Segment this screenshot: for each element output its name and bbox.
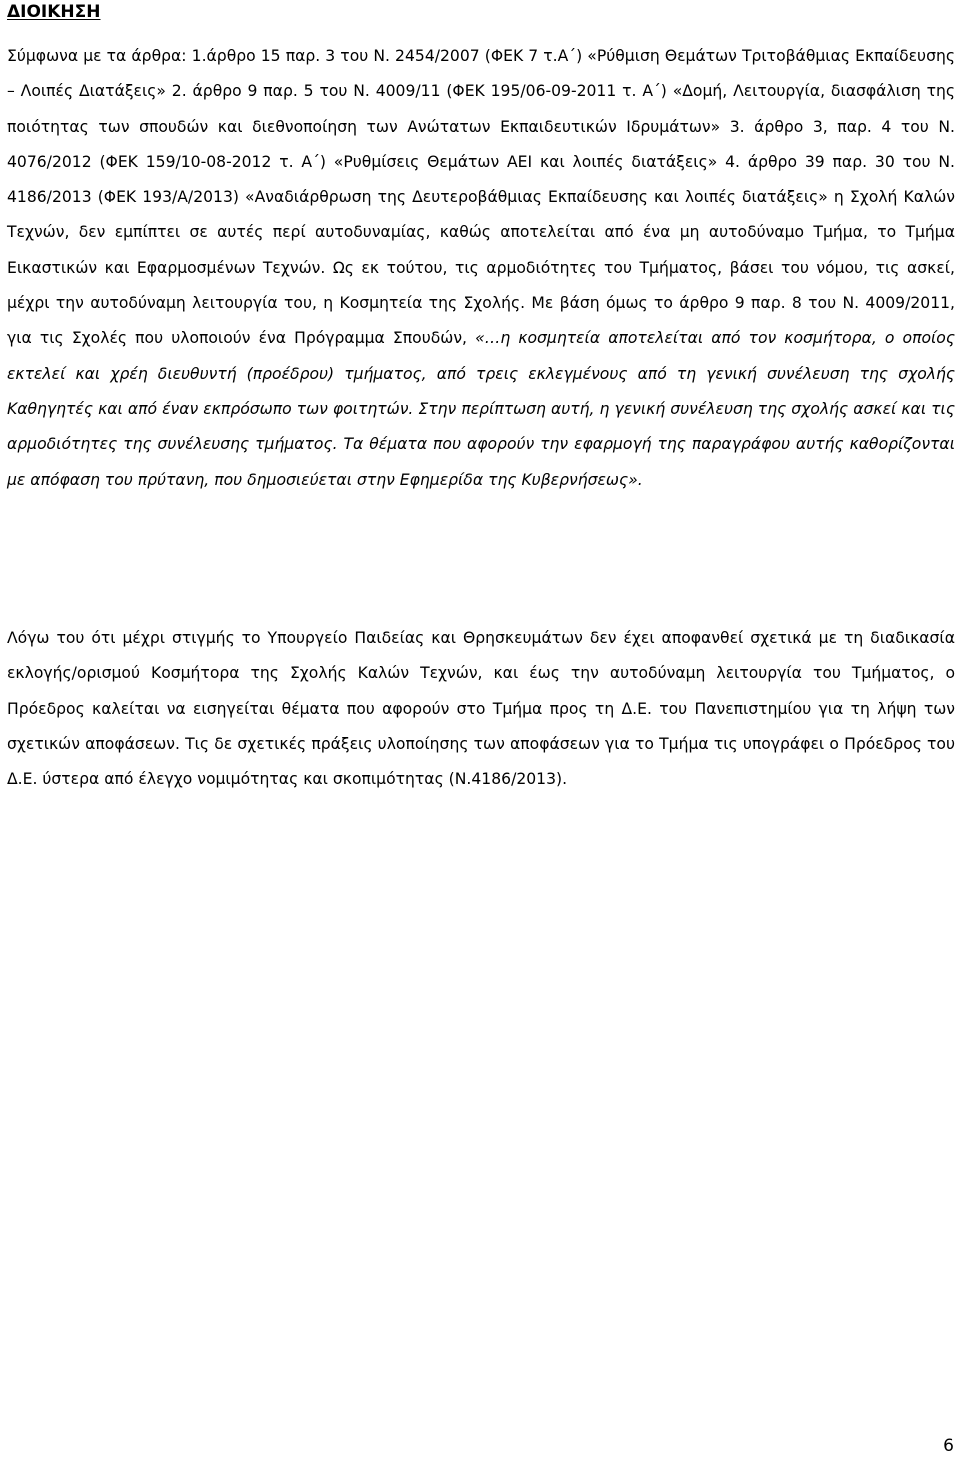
paragraph-procedure: Λόγω του ότι μέχρι στιγμής το Υπουργείο Παιδείας και Θρησκευμάτων δεν έχει αποφανθεί σχετικά με τη διαδικασία εκλογής/ορισμού Κοσμήτορα της Σχολής Καλών Τεχνών, και έως την αυτοδύναμη λειτουργία του Τμήματος, ο Πρόεδρος καλείται να εισηγείται θέματα που αφορούν στο Τμήμα προς τη Δ.Ε. του Πανεπιστημίου για τη λήψη των σχετικών αποφάσεων. Τις δε σχετικές πράξεις υλοποίησης των αποφάσεων για το Τμήμα τις υπογράφει ο Πρόεδρος του Δ.Ε. ύστερα από έλεγχο νομιμότητας και σκοπιμότητας (Ν.4186/2013). — [7, 629, 955, 789]
paragraph-legal-basis-text: Σύμφωνα με τα άρθρα: 1.άρθρο 15 παρ. 3 του Ν. 2454/2007 (ΦΕΚ 7 τ.Α΄) «Ρύθμιση Θεμάτων Τριτοβάθμιας Εκπαίδευσης – Λοιπές Διατάξεις» 2. άρθρο 9 παρ. 5 του Ν. 4009/11 (ΦΕΚ 195/06-09-2011 τ. Α΄) «Δομή, Λειτουργία, διασφάλιση της ποιότητας των σπουδών και διεθνοποίηση των Ανώτατων Εκπαιδευτικών Ιδρυμάτων» 3. άρθρο 3, παρ. 4 του Ν. 4076/2012 (ΦΕΚ 159/10-08-2012 τ. Α΄) «Ρυθμίσεις Θεμάτων ΑΕΙ και λοιπές διατάξεις» 4. άρθρο 39 παρ. 30 του Ν. 4186/2013 (ΦΕΚ 193/Α/2013) «Αναδιάρθρωση της Δευτεροβάθμιας Εκπαίδευσης και λοιπές διατάξεις» η Σχολή Καλών Τεχνών, δεν εμπίπτει σε αυτές περί αυτοδυναμίας, καθώς αποτελείται από ένα μη αυτοδύναμο Τμήμα, το Τμήμα Εικαστικών και Εφαρμοσμένων Τεχνών. Ως εκ τούτου, τις αρμοδιότητες του Τμήματος, βάσει του νόμου, τις ασκεί, μέχρι την αυτοδύναμη λειτουργία του, η Κοσμητεία της Σχολής. Με βάση όμως το άρθρο 9 παρ. 8 του Ν. 4009/2011, για τις Σχολές που υλοποιούν ένα Πρόγραμμα Σπουδών, — [7, 47, 955, 348]
law-quote-italic: «…η κοσμητεία αποτελείται από τον κοσμήτορα, ο οποίος εκτελεί και χρέη διευθυντή (προέδρου) τμήματος, από τρεις εκλεγμένους από τη γενική συνέλευση της σχολής Καθηγητές και από έναν εκπρόσωπο των φοιτητών. Στην περίπτωση αυτή, η γενική συνέλευση της σχολής ασκεί και τις αρμοδιότητες της συνέλευσης τμήματος. Τα θέματα που αφορούν την εφαρμογή της παραγράφου αυτής καθορίζονται με απόφαση του πρύτανη, που δημοσιεύεται στην Εφημερίδα της Κυβερνήσεως». — [7, 329, 955, 489]
paragraph-legal-basis — [7, 39, 955, 498]
page-number: 6 — [943, 1436, 954, 1456]
section-heading: ΔΙΟΙΚΗΣΗ — [7, 2, 101, 22]
